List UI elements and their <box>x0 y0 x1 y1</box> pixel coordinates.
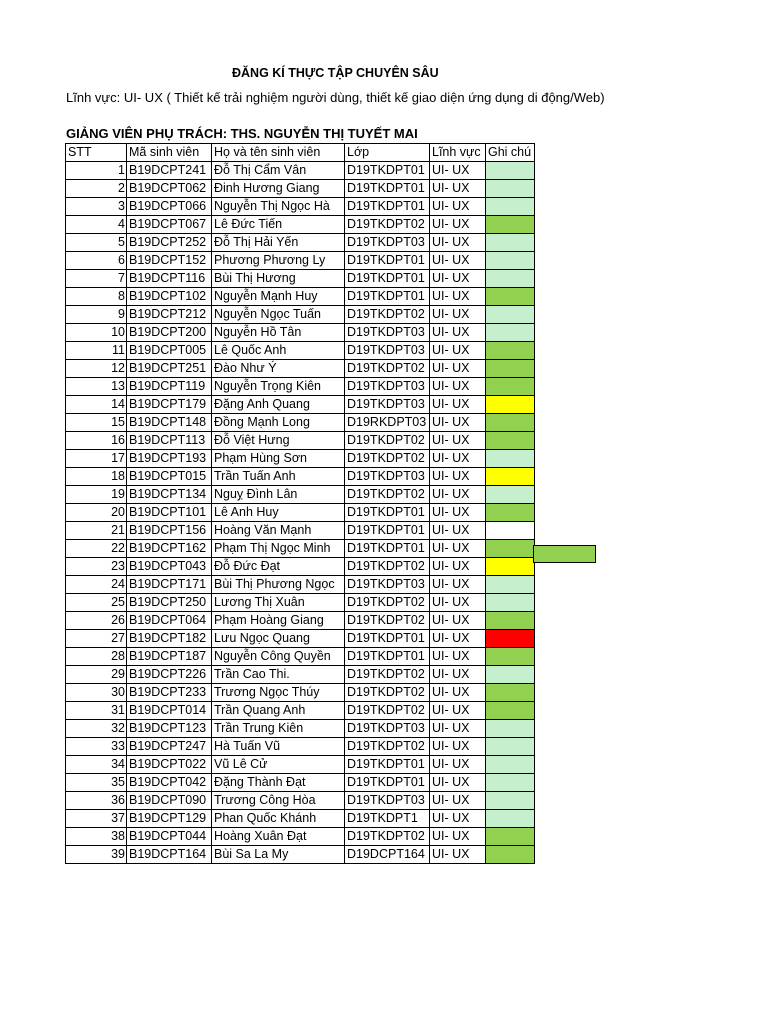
student-id-cell: B19DCPT250 <box>127 594 212 612</box>
document-title: ĐĂNG KÍ THỰC TẬP CHUYÊN SÂU <box>232 66 439 80</box>
student-name-cell: Trương Công Hòa <box>212 792 345 810</box>
field-cell: UI- UX <box>430 810 486 828</box>
note-status-cell <box>486 270 535 288</box>
student-name-cell: Nguyễn Trọng Kiên <box>212 378 345 396</box>
student-id-cell: B19DCPT102 <box>127 288 212 306</box>
class-cell: D19TKDPT03 <box>345 324 430 342</box>
student-name-cell: Trần Cao Thi. <box>212 666 345 684</box>
student-name-cell: Vũ Lê Cử <box>212 756 345 774</box>
stt-cell: 22 <box>66 540 127 558</box>
student-id-cell: B19DCPT067 <box>127 216 212 234</box>
student-name-cell: Phan Quốc Khánh <box>212 810 345 828</box>
student-name-cell: Lê Đức Tiến <box>212 216 345 234</box>
table-row <box>66 576 535 594</box>
student-name-cell: Phạm Thị Ngọc Minh <box>212 540 345 558</box>
table-row <box>66 666 535 684</box>
note-status-cell <box>486 378 535 396</box>
note-status-cell <box>486 612 535 630</box>
table-row <box>66 414 535 432</box>
field-cell: UI- UX <box>430 180 486 198</box>
student-id-cell: B19DCPT182 <box>127 630 212 648</box>
student-name-cell: Trần Trung Kiên <box>212 720 345 738</box>
header-stt: STT <box>66 144 127 162</box>
field-cell: UI- UX <box>430 540 486 558</box>
note-status-cell <box>486 414 535 432</box>
stt-cell: 25 <box>66 594 127 612</box>
student-name-cell: Lê Anh Huy <box>212 504 345 522</box>
stt-cell: 24 <box>66 576 127 594</box>
table-row <box>66 234 535 252</box>
stt-cell: 1 <box>66 162 127 180</box>
note-status-cell <box>486 630 535 648</box>
note-status-cell <box>486 288 535 306</box>
note-status-cell <box>486 198 535 216</box>
field-cell: UI- UX <box>430 558 486 576</box>
note-status-cell <box>486 234 535 252</box>
field-value: UI- UX ( Thiết kế trải nghiệm người dùng, thiết kế giao diện ứng dụng di động/Web) <box>123 90 605 105</box>
class-cell: D19TKDPT02 <box>345 738 430 756</box>
class-cell: D19TKDPT01 <box>345 540 430 558</box>
note-status-cell <box>486 846 535 864</box>
table-row <box>66 756 535 774</box>
student-id-cell: B19DCPT241 <box>127 162 212 180</box>
header-note: Ghi chú <box>486 144 535 162</box>
field-cell: UI- UX <box>430 360 486 378</box>
student-id-cell: B19DCPT187 <box>127 648 212 666</box>
student-id-cell: B19DCPT247 <box>127 738 212 756</box>
table-row <box>66 486 535 504</box>
class-cell: D19TKDPT03 <box>345 378 430 396</box>
note-status-cell <box>486 666 535 684</box>
student-id-cell: B19DCPT116 <box>127 270 212 288</box>
student-name-cell: Đào Như Ý <box>212 360 345 378</box>
class-cell: D19TKDPT01 <box>345 774 430 792</box>
stt-cell: 12 <box>66 360 127 378</box>
student-name-cell: Đinh Hương Giang <box>212 180 345 198</box>
field-cell: UI- UX <box>430 576 486 594</box>
student-id-cell: B19DCPT226 <box>127 666 212 684</box>
table-row <box>66 630 535 648</box>
student-name-cell: Hoàng Xuân Đạt <box>212 828 345 846</box>
student-id-cell: B19DCPT233 <box>127 684 212 702</box>
stt-cell: 26 <box>66 612 127 630</box>
field-cell: UI- UX <box>430 486 486 504</box>
student-name-cell: Đồng Mạnh Long <box>212 414 345 432</box>
student-name-cell: Phương Phương Ly <box>212 252 345 270</box>
table-row <box>66 162 535 180</box>
field-cell: UI- UX <box>430 648 486 666</box>
student-name-cell: Nguyễn Ngọc Tuấn <box>212 306 345 324</box>
field-cell: UI- UX <box>430 630 486 648</box>
class-cell: D19TKDPT01 <box>345 198 430 216</box>
student-name-cell: Đặng Thành Đạt <box>212 774 345 792</box>
field-cell: UI- UX <box>430 252 486 270</box>
stt-cell: 33 <box>66 738 127 756</box>
class-cell: D19TKDPT02 <box>345 432 430 450</box>
table-row <box>66 684 535 702</box>
note-status-cell <box>486 180 535 198</box>
field-cell: UI- UX <box>430 684 486 702</box>
table-row <box>66 702 535 720</box>
stt-cell: 4 <box>66 216 127 234</box>
note-status-cell <box>486 738 535 756</box>
student-name-cell: Nguyễn Mạnh Huy <box>212 288 345 306</box>
field-cell: UI- UX <box>430 342 486 360</box>
student-id-cell: B19DCPT015 <box>127 468 212 486</box>
field-cell: UI- UX <box>430 378 486 396</box>
student-id-cell: B19DCPT066 <box>127 198 212 216</box>
student-name-cell: Nguyễn Hồ Tân <box>212 324 345 342</box>
field-cell: UI- UX <box>430 432 486 450</box>
table-row <box>66 522 535 540</box>
header-student-id: Mã sinh viên <box>127 144 212 162</box>
field-cell: UI- UX <box>430 846 486 864</box>
note-status-cell <box>486 342 535 360</box>
table-row <box>66 648 535 666</box>
stt-cell: 18 <box>66 468 127 486</box>
class-cell: D19TKDPT02 <box>345 828 430 846</box>
class-cell: D19TKDPT01 <box>345 648 430 666</box>
table-row <box>66 198 535 216</box>
field-cell: UI- UX <box>430 504 486 522</box>
table-row <box>66 792 535 810</box>
class-cell: D19TKDPT02 <box>345 450 430 468</box>
field-cell: UI- UX <box>430 162 486 180</box>
stt-cell: 29 <box>66 666 127 684</box>
student-id-cell: B19DCPT062 <box>127 180 212 198</box>
field-cell: UI- UX <box>430 828 486 846</box>
table-row <box>66 306 535 324</box>
table-row <box>66 324 535 342</box>
field-cell: UI- UX <box>430 792 486 810</box>
student-name-cell: Đỗ Việt Hưng <box>212 432 345 450</box>
note-status-cell <box>486 486 535 504</box>
field-cell: UI- UX <box>430 738 486 756</box>
note-status-cell <box>486 252 535 270</box>
note-status-cell <box>486 594 535 612</box>
table-row <box>66 270 535 288</box>
student-name-cell: Đỗ Thị Hải Yến <box>212 234 345 252</box>
note-status-cell <box>486 162 535 180</box>
table-row <box>66 342 535 360</box>
student-id-cell: B19DCPT119 <box>127 378 212 396</box>
student-name-cell: Phạm Hùng Sơn <box>212 450 345 468</box>
note-status-cell <box>486 450 535 468</box>
class-cell: D19TKDPT02 <box>345 216 430 234</box>
table-row <box>66 594 535 612</box>
header-field: Lĩnh vực <box>430 144 486 162</box>
stt-cell: 31 <box>66 702 127 720</box>
student-id-cell: B19DCPT156 <box>127 522 212 540</box>
table-row <box>66 828 535 846</box>
student-id-cell: B19DCPT043 <box>127 558 212 576</box>
note-status-cell <box>486 306 535 324</box>
stt-cell: 37 <box>66 810 127 828</box>
table-row <box>66 810 535 828</box>
class-cell: D19TKDPT01 <box>345 252 430 270</box>
table-row <box>66 360 535 378</box>
stt-cell: 9 <box>66 306 127 324</box>
table-row <box>66 396 535 414</box>
table-row <box>66 288 535 306</box>
field-cell: UI- UX <box>430 414 486 432</box>
note-status-cell <box>486 648 535 666</box>
note-status-cell <box>486 522 535 540</box>
note-status-cell <box>486 324 535 342</box>
stt-cell: 30 <box>66 684 127 702</box>
field-cell: UI- UX <box>430 288 486 306</box>
stt-cell: 13 <box>66 378 127 396</box>
note-status-cell <box>486 810 535 828</box>
note-status-cell <box>486 774 535 792</box>
note-status-cell <box>486 828 535 846</box>
field-cell: UI- UX <box>430 324 486 342</box>
table-row <box>66 612 535 630</box>
stt-cell: 6 <box>66 252 127 270</box>
table-row <box>66 468 535 486</box>
field-cell: UI- UX <box>430 612 486 630</box>
table-row <box>66 450 535 468</box>
table-row <box>66 432 535 450</box>
class-cell: D19TKDPT1 <box>345 810 430 828</box>
stt-cell: 2 <box>66 180 127 198</box>
stt-cell: 36 <box>66 792 127 810</box>
class-cell: D19TKDPT02 <box>345 360 430 378</box>
field-cell: UI- UX <box>430 198 486 216</box>
stt-cell: 20 <box>66 504 127 522</box>
note-status-cell <box>486 504 535 522</box>
note-status-cell <box>486 468 535 486</box>
student-name-cell: Đặng Anh Quang <box>212 396 345 414</box>
student-id-cell: B19DCPT134 <box>127 486 212 504</box>
table-row <box>66 180 535 198</box>
stt-cell: 39 <box>66 846 127 864</box>
student-id-cell: B19DCPT152 <box>127 252 212 270</box>
student-id-cell: B19DCPT064 <box>127 612 212 630</box>
student-name-cell: Đỗ Đức Đạt <box>212 558 345 576</box>
class-cell: D19TKDPT02 <box>345 684 430 702</box>
stt-cell: 16 <box>66 432 127 450</box>
class-cell: D19TKDPT01 <box>345 162 430 180</box>
class-cell: D19TKDPT03 <box>345 576 430 594</box>
table-row <box>66 504 535 522</box>
student-id-cell: B19DCPT193 <box>127 450 212 468</box>
class-cell: D19TKDPT02 <box>345 486 430 504</box>
stt-cell: 38 <box>66 828 127 846</box>
field-cell: UI- UX <box>430 450 486 468</box>
stt-cell: 5 <box>66 234 127 252</box>
student-name-cell: Hà Tuấn Vũ <box>212 738 345 756</box>
field-cell: UI- UX <box>430 756 486 774</box>
note-status-cell <box>486 756 535 774</box>
field-label: Lĩnh vực: <box>66 90 121 105</box>
class-cell: D19TKDPT03 <box>345 468 430 486</box>
field-cell: UI- UX <box>430 720 486 738</box>
table-row <box>66 540 535 558</box>
note-status-cell <box>486 216 535 234</box>
class-cell: D19TKDPT02 <box>345 612 430 630</box>
class-cell: D19TKDPT03 <box>345 720 430 738</box>
student-id-cell: B19DCPT123 <box>127 720 212 738</box>
student-id-cell: B19DCPT042 <box>127 774 212 792</box>
field-cell: UI- UX <box>430 216 486 234</box>
stt-cell: 23 <box>66 558 127 576</box>
student-id-cell: B19DCPT251 <box>127 360 212 378</box>
table-row <box>66 774 535 792</box>
class-cell: D19TKDPT01 <box>345 756 430 774</box>
header-class: Lớp <box>345 144 430 162</box>
stt-cell: 15 <box>66 414 127 432</box>
student-id-cell: B19DCPT129 <box>127 810 212 828</box>
stt-cell: 21 <box>66 522 127 540</box>
student-id-cell: B19DCPT252 <box>127 234 212 252</box>
student-name-cell: Bùi Thị Phương Ngọc <box>212 576 345 594</box>
class-cell: D19TKDPT01 <box>345 504 430 522</box>
student-name-cell: Hoàng Văn Mạnh <box>212 522 345 540</box>
note-status-cell <box>486 540 535 558</box>
stt-cell: 3 <box>66 198 127 216</box>
field-cell: UI- UX <box>430 396 486 414</box>
stt-cell: 14 <box>66 396 127 414</box>
supervisor-heading: GIẢNG VIÊN PHỤ TRÁCH: THS. NGUYỄN THỊ TUYẾT MAI <box>66 126 418 141</box>
class-cell: D19TKDPT02 <box>345 666 430 684</box>
table-row <box>66 378 535 396</box>
note-status-cell <box>486 576 535 594</box>
student-id-cell: B19DCPT022 <box>127 756 212 774</box>
table-header-row <box>66 144 535 162</box>
stt-cell: 32 <box>66 720 127 738</box>
student-name-cell: Trương Ngọc Thúy <box>212 684 345 702</box>
note-status-cell <box>486 360 535 378</box>
student-name-cell: Lưu Ngọc Quang <box>212 630 345 648</box>
class-cell: D19TKDPT02 <box>345 558 430 576</box>
field-cell: UI- UX <box>430 594 486 612</box>
student-id-cell: B19DCPT162 <box>127 540 212 558</box>
stt-cell: 7 <box>66 270 127 288</box>
table-row <box>66 558 535 576</box>
table-row <box>66 846 535 864</box>
note-status-cell <box>486 684 535 702</box>
field-cell: UI- UX <box>430 468 486 486</box>
class-cell: D19TKDPT02 <box>345 306 430 324</box>
student-id-cell: B19DCPT179 <box>127 396 212 414</box>
student-id-cell: B19DCPT044 <box>127 828 212 846</box>
class-cell: D19TKDPT02 <box>345 594 430 612</box>
class-cell: D19TKDPT01 <box>345 630 430 648</box>
class-cell: D19TKDPT01 <box>345 288 430 306</box>
student-name-cell: Nguyễn Thị Ngọc Hà <box>212 198 345 216</box>
class-cell: D19TKDPT03 <box>345 234 430 252</box>
field-cell: UI- UX <box>430 306 486 324</box>
stt-cell: 28 <box>66 648 127 666</box>
note-status-cell <box>486 396 535 414</box>
student-name-cell: Nguyễn Công Quyền <box>212 648 345 666</box>
student-id-cell: B19DCPT113 <box>127 432 212 450</box>
table-row <box>66 216 535 234</box>
class-cell: D19TKDPT01 <box>345 270 430 288</box>
header-student-name: Họ và tên sinh viên <box>212 144 345 162</box>
student-name-cell: Bùi Sa La My <box>212 846 345 864</box>
table-row <box>66 720 535 738</box>
student-name-cell: Bùi Thị Hương <box>212 270 345 288</box>
note-status-cell <box>486 558 535 576</box>
student-id-cell: B19DCPT200 <box>127 324 212 342</box>
highlighted-extra-cell <box>533 545 596 563</box>
field-cell: UI- UX <box>430 774 486 792</box>
stt-cell: 8 <box>66 288 127 306</box>
table-row <box>66 738 535 756</box>
field-cell: UI- UX <box>430 234 486 252</box>
registration-table <box>65 143 535 864</box>
student-id-cell: B19DCPT148 <box>127 414 212 432</box>
class-cell: D19RKDPT03 <box>345 414 430 432</box>
student-name-cell: Trần Quang Anh <box>212 702 345 720</box>
stt-cell: 10 <box>66 324 127 342</box>
field-line <box>66 90 605 105</box>
stt-cell: 35 <box>66 774 127 792</box>
field-cell: UI- UX <box>430 702 486 720</box>
class-cell: D19DCPT164 <box>345 846 430 864</box>
stt-cell: 27 <box>66 630 127 648</box>
class-cell: D19TKDPT03 <box>345 396 430 414</box>
student-id-cell: B19DCPT212 <box>127 306 212 324</box>
table-row <box>66 252 535 270</box>
field-cell: UI- UX <box>430 666 486 684</box>
student-name-cell: Đỗ Thị Cẩm Vân <box>212 162 345 180</box>
note-status-cell <box>486 792 535 810</box>
stt-cell: 17 <box>66 450 127 468</box>
stt-cell: 19 <box>66 486 127 504</box>
class-cell: D19TKDPT03 <box>345 792 430 810</box>
student-id-cell: B19DCPT014 <box>127 702 212 720</box>
student-name-cell: Lê Quốc Anh <box>212 342 345 360</box>
class-cell: D19TKDPT01 <box>345 522 430 540</box>
student-name-cell: Lương Thị Xuân <box>212 594 345 612</box>
student-id-cell: B19DCPT164 <box>127 846 212 864</box>
class-cell: D19TKDPT01 <box>345 180 430 198</box>
student-id-cell: B19DCPT101 <box>127 504 212 522</box>
student-name-cell: Nguỵ Đình Lân <box>212 486 345 504</box>
field-cell: UI- UX <box>430 522 486 540</box>
student-name-cell: Phạm Hoàng Giang <box>212 612 345 630</box>
student-id-cell: B19DCPT171 <box>127 576 212 594</box>
note-status-cell <box>486 720 535 738</box>
student-id-cell: B19DCPT090 <box>127 792 212 810</box>
class-cell: D19TKDPT02 <box>345 702 430 720</box>
field-cell: UI- UX <box>430 270 486 288</box>
note-status-cell <box>486 702 535 720</box>
student-name-cell: Trần Tuấn Anh <box>212 468 345 486</box>
stt-cell: 11 <box>66 342 127 360</box>
student-id-cell: B19DCPT005 <box>127 342 212 360</box>
class-cell: D19TKDPT03 <box>345 342 430 360</box>
stt-cell: 34 <box>66 756 127 774</box>
note-status-cell <box>486 432 535 450</box>
